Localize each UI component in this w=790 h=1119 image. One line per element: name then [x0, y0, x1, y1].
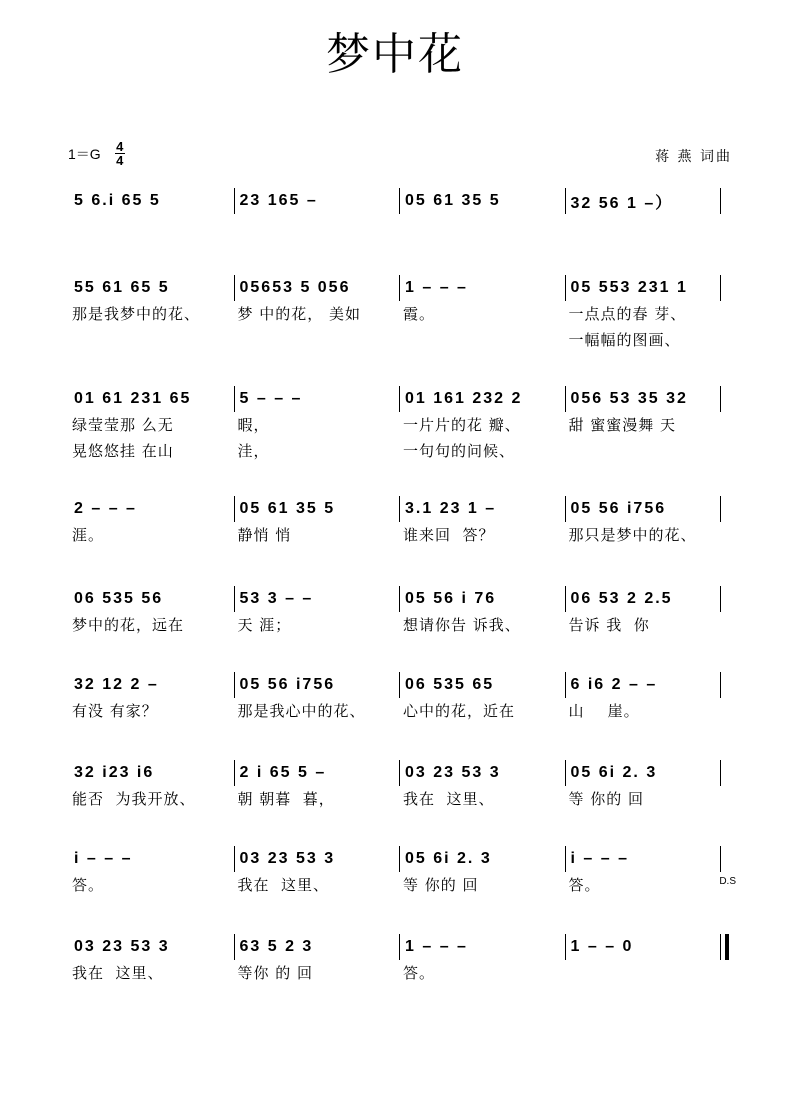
barline: [234, 934, 235, 960]
score-system: [68, 844, 736, 900]
lyric: 想请你告 诉我、: [403, 616, 521, 634]
lyric: [565, 962, 731, 988]
measure: 05 56 i756: [239, 676, 336, 693]
barline: [234, 586, 235, 612]
lyric: 我在 这里、: [237, 876, 330, 894]
measure: 32 12 2 –: [74, 676, 159, 693]
barline: [234, 496, 235, 522]
notation-row: [68, 584, 730, 614]
barline: [399, 496, 400, 522]
barline: [234, 188, 235, 214]
lyric: 有没 有家？: [72, 702, 158, 720]
lyrics-row: [68, 962, 730, 988]
barline: [234, 846, 235, 872]
measure: i – – –: [570, 850, 629, 867]
lyrics-row: [68, 788, 730, 814]
lyrics-row: [68, 303, 730, 329]
lyric: 答。: [72, 876, 105, 894]
score-system: [68, 758, 730, 814]
measure: 1 – – 0: [570, 938, 634, 955]
notation-row: [68, 932, 730, 962]
barline: [720, 846, 721, 872]
lyric: 暇，: [237, 416, 270, 434]
lyric: 答。: [403, 964, 436, 982]
notation-row: [68, 844, 730, 874]
barline: [399, 672, 400, 698]
key-label: 1＝G: [68, 145, 101, 162]
key-signature: [68, 140, 125, 167]
measure: 01 61 231 65: [74, 390, 192, 407]
measure: 1 – – –: [405, 279, 468, 296]
lyric: 一片片的花 瓣、: [403, 416, 521, 434]
lyrics-row: [68, 524, 730, 550]
measure: 05 56 i756: [570, 500, 667, 517]
lyric: 答。: [568, 876, 601, 894]
lyric: 山 崖。: [568, 702, 640, 720]
measure: 05 6i 2. 3: [570, 764, 658, 781]
lyric: 梦 中的花， 美如: [237, 305, 362, 323]
barline: [720, 496, 721, 522]
lyrics-row-verse2: [68, 329, 730, 355]
barline: [720, 934, 721, 960]
barline: [720, 586, 721, 612]
lyric: 甜 蜜蜜漫舞 天: [568, 416, 677, 434]
lyric: 那是我梦中的花、: [72, 305, 201, 323]
measure: i – – –: [74, 850, 133, 867]
notation-row: [68, 758, 730, 788]
barline: [565, 275, 566, 301]
composer-credit: 蒋 燕 词曲: [655, 149, 732, 165]
barline: [565, 672, 566, 698]
lyric: 静悄 悄: [237, 526, 292, 544]
measure: 05 56 i 76: [405, 590, 497, 607]
lyric: [565, 216, 731, 242]
barline: [720, 386, 721, 412]
lyric: [399, 216, 565, 242]
measure: 2 i 65 5 –: [239, 764, 327, 781]
barline: [720, 760, 721, 786]
barline: [565, 934, 566, 960]
lyric: [68, 329, 234, 355]
measure: 05653 5 056: [239, 279, 351, 296]
lyrics-row: [68, 700, 730, 726]
time-signature: 4 4: [116, 139, 124, 168]
measure: 5 – – –: [239, 390, 303, 407]
lyric: 我在 这里、: [403, 790, 495, 808]
lyric: 朝 朝暮 暮，: [237, 790, 335, 808]
barline: [234, 760, 235, 786]
score-system: [68, 186, 730, 242]
lyrics-row: [68, 216, 730, 242]
measure: 63 5 2 3: [239, 938, 314, 955]
lyric: 晃悠悠挂 在山: [72, 442, 174, 460]
barline: [399, 586, 400, 612]
score-system: [68, 273, 730, 355]
lyric: 一点点的春 芽、: [568, 305, 687, 323]
barline: [720, 275, 721, 301]
lyric: 一句句的问候、: [403, 442, 516, 460]
barline: [565, 188, 566, 214]
score-system: [68, 494, 730, 550]
lyric: 谁来回 答？: [403, 526, 495, 544]
score-system: [68, 584, 730, 640]
measure: 056 53 35 32: [570, 390, 688, 407]
lyric: 涯。: [72, 526, 105, 544]
measure: 03 23 53 3: [405, 764, 501, 781]
notation-row: [68, 494, 730, 524]
lyric: 绿莹莹那 么无: [72, 416, 174, 434]
song-title: 梦中花: [326, 29, 464, 80]
lyric: [565, 440, 731, 466]
barline: [234, 386, 235, 412]
lyric: 等 你的 回: [403, 876, 479, 894]
barline: [234, 275, 235, 301]
measure: 6 i6 2 – –: [570, 676, 658, 693]
lyric: 告诉 我 你: [568, 616, 650, 634]
lyric: [68, 216, 234, 242]
measure: 05 61 35 5: [239, 500, 336, 517]
lyric: 我在 这里、: [72, 964, 164, 982]
notation-row: [68, 186, 730, 216]
barline: [399, 760, 400, 786]
measure: 53 3 – –: [239, 590, 314, 607]
lyric: 天 涯；: [237, 616, 292, 634]
barline: [565, 386, 566, 412]
lyric: [234, 329, 400, 355]
measure: 03 23 53 3: [239, 850, 336, 867]
measure: 32 i23 i6: [74, 764, 155, 781]
lyric: 等 你的 回: [568, 790, 645, 808]
lyrics-row: [68, 614, 730, 640]
lyric: [399, 329, 565, 355]
measure: 5 6.i 65 5: [74, 192, 161, 209]
lyric: 一幅幅的图画、: [568, 331, 681, 349]
measure: 23 165 –: [239, 192, 318, 209]
score-system: [68, 670, 730, 726]
lyrics-row: [68, 414, 730, 440]
score-system: [68, 932, 730, 988]
barline: [399, 188, 400, 214]
lyric: [234, 216, 400, 242]
lyric: 洼，: [237, 442, 270, 460]
barline: [565, 760, 566, 786]
lyric: 心中的花，近在: [403, 702, 516, 720]
barline: [720, 672, 721, 698]
measure: 55 61 65 5: [74, 279, 170, 296]
measure: 01 161 232 2: [405, 390, 523, 407]
barline: [720, 188, 721, 214]
score-system: [68, 384, 730, 466]
notation-row: [68, 273, 730, 303]
measure: 3.1 23 1 –: [405, 500, 497, 517]
barline: [399, 846, 400, 872]
measure: 05 553 231 1: [570, 279, 688, 296]
measure: 05 6i 2. 3: [405, 850, 492, 867]
barline: [565, 496, 566, 522]
lyric: 那是我心中的花、: [237, 702, 366, 720]
measure: 03 23 53 3: [74, 938, 170, 955]
lyrics-row: [68, 874, 730, 900]
measure: 06 535 65: [405, 676, 495, 693]
lyric: 梦中的花，远在: [72, 616, 185, 634]
barline: [399, 386, 400, 412]
lyric: 能否 为我开放、: [72, 790, 196, 808]
measure: 06 53 2 2.5: [570, 590, 673, 607]
barline: [399, 275, 400, 301]
measure: 32 56 1 –）: [570, 194, 674, 212]
barline: [565, 586, 566, 612]
measure: 2 – – –: [74, 500, 137, 517]
lyric: 那只是梦中的花、: [568, 526, 697, 544]
measure: 05 61 35 5: [405, 192, 501, 209]
measure: 1 – – –: [405, 938, 468, 955]
lyric: 等你 的 回: [237, 964, 314, 982]
notation-row: [68, 384, 730, 414]
barline: [399, 934, 400, 960]
measure: 06 535 56: [74, 590, 164, 607]
lyric: 霞。: [403, 305, 436, 323]
barline: [234, 672, 235, 698]
lyrics-row-verse2: [68, 440, 730, 466]
dal-segno-mark: D.S: [719, 876, 736, 887]
barline: [565, 846, 566, 872]
notation-row: [68, 670, 730, 700]
